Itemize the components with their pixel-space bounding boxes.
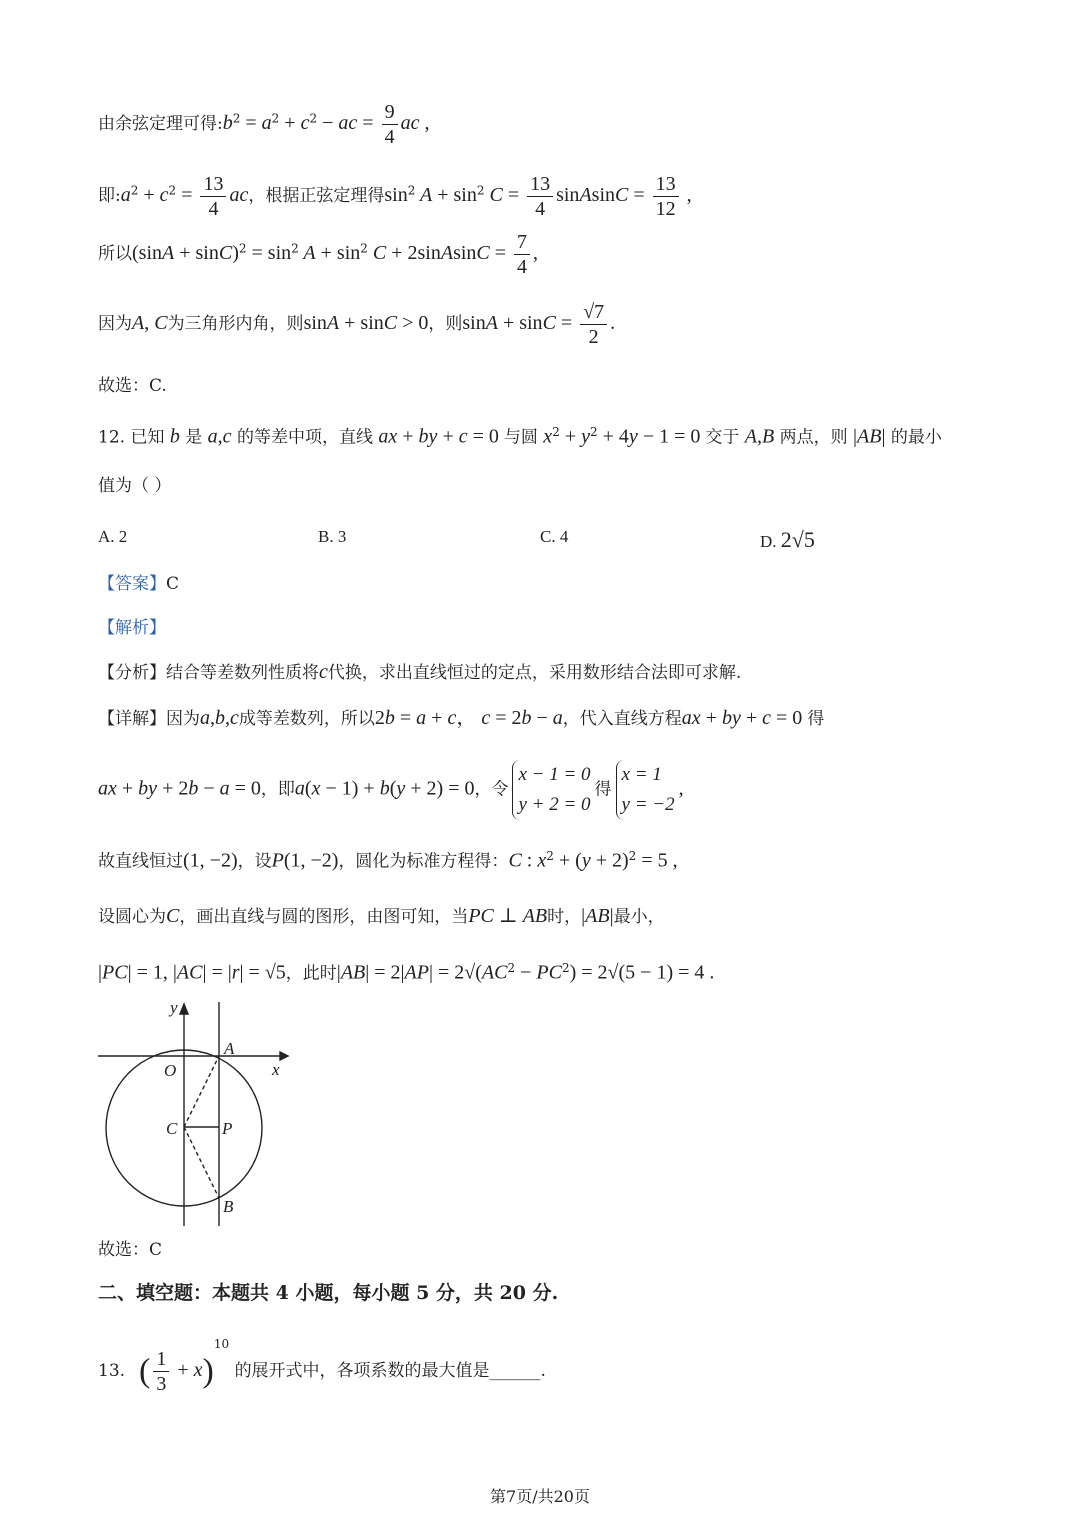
detail-line-3: 故直线恒过(1, −2)，设P(1, −2)，圆化为标准方程得：C : $x^2 + (y + 2)^2 = 5$ , xyxy=(98,849,678,872)
label-b: B xyxy=(223,1197,234,1216)
segment-cb xyxy=(184,1127,219,1198)
q12-line-2: 值为（ ） xyxy=(98,476,172,496)
line-sine-law: 即$:a^2 + c^2$ = $\frac{13}{4}$ ac，根据正弦定理得$\sin^2 A + \sin^2 C$ = $\frac{13}{4}$ sinAsinC = $\frac{13}{12}$ , xyxy=(98,173,692,220)
line-cosine-law: 由余弦定理可得$:b^2 = a^2 + c^2$ − ac = $\frac{9}{4}$ ac , xyxy=(98,101,430,148)
line-result: 因为A, C为三角形内角，则sinA + sinC > 0，则sinA + sinC = $\frac{√7}{2}$ . xyxy=(98,301,616,348)
circle-line-figure xyxy=(90,996,300,1232)
label-o: O xyxy=(164,1061,177,1080)
text: 为三角形内角，则 xyxy=(167,314,304,334)
label-c: C xyxy=(166,1119,178,1138)
text: 即: xyxy=(98,186,121,206)
select-line-1: 故选：C. xyxy=(98,376,167,396)
text: 因为 xyxy=(98,314,132,334)
x-arrow xyxy=(280,1052,288,1060)
analysis-line: 【分析】结合等差数列性质将c代换，求出直线恒过的定点，采用数形结合法即可求解. xyxy=(98,661,742,683)
option-c[interactable]: C. 4 xyxy=(540,527,569,546)
line-square: 所以$(\sin A + \sin C)^2 = \sin^2 A + \sin^2 C$ + 2sinAsinC = $\frac{7}{4}$ , xyxy=(98,231,539,278)
detail-line-1: 【详解】因为a,b,c成等差数列，所以2b = a + c， c = 2b − a，代入直线方程ax + by + c = 0 得 xyxy=(98,707,825,729)
detail-line-5: |PC| = 1, |AC| = |r| = √5，此时$|AB| = 2|AP| = 2√(AC^2 - PC^2) = 2√(5 - 1) = 4$ . xyxy=(98,961,715,984)
label-a: A xyxy=(224,1039,235,1058)
answer-line: 【答案】C xyxy=(98,574,180,594)
option-a[interactable]: A. 2 xyxy=(98,527,128,546)
label-p: P xyxy=(222,1119,233,1138)
select-line-2: 故选：C xyxy=(98,1240,163,1260)
analysis-tag: 【解析】 xyxy=(98,618,166,638)
text: 所以 xyxy=(98,244,132,264)
text: ，根据正弦定理得 xyxy=(248,186,385,206)
option-b[interactable]: B. 3 xyxy=(318,527,347,546)
detail-line-2: ax + by + 2b − a = 0，即a(x − 1) + b(y + 2) = 0，令 x − 1 = 0 y + 2 = 0 得 x = 1 y = −2 , xyxy=(98,760,684,820)
q13-line: 13. ( $\frac{1}{3}$ + x)$^{10}$ 的展开式中，各项系数的最大值是______. xyxy=(98,1337,546,1395)
detail-line-4: 设圆心为C，画出直线与圆的图形，由图可知，当PC ⊥ AB时，|AB|最小， xyxy=(98,905,665,927)
section-heading: 二、填空题：本题共 4 小题，每小题 5 分，共 20 分. xyxy=(98,1282,559,1304)
q12-line-1: 12. 已知 b 是 a,c 的等差中项，直线 ax + by + c = 0 与圆 $x^2 + y^2 + 4y - 1 = 0$ 交于 A,B 两点，则 |AB| 的最小 xyxy=(98,425,942,448)
segment-ca xyxy=(184,1056,219,1127)
y-arrow xyxy=(180,1004,188,1014)
label-x: x xyxy=(272,1060,280,1079)
text: ，则 xyxy=(428,314,463,334)
page-footer: 第7页/共20页 xyxy=(490,1487,590,1506)
label-y: y xyxy=(170,998,178,1017)
option-d[interactable]: D. 2√5 xyxy=(760,527,815,552)
text: 由余弦定理可得: xyxy=(98,114,223,134)
